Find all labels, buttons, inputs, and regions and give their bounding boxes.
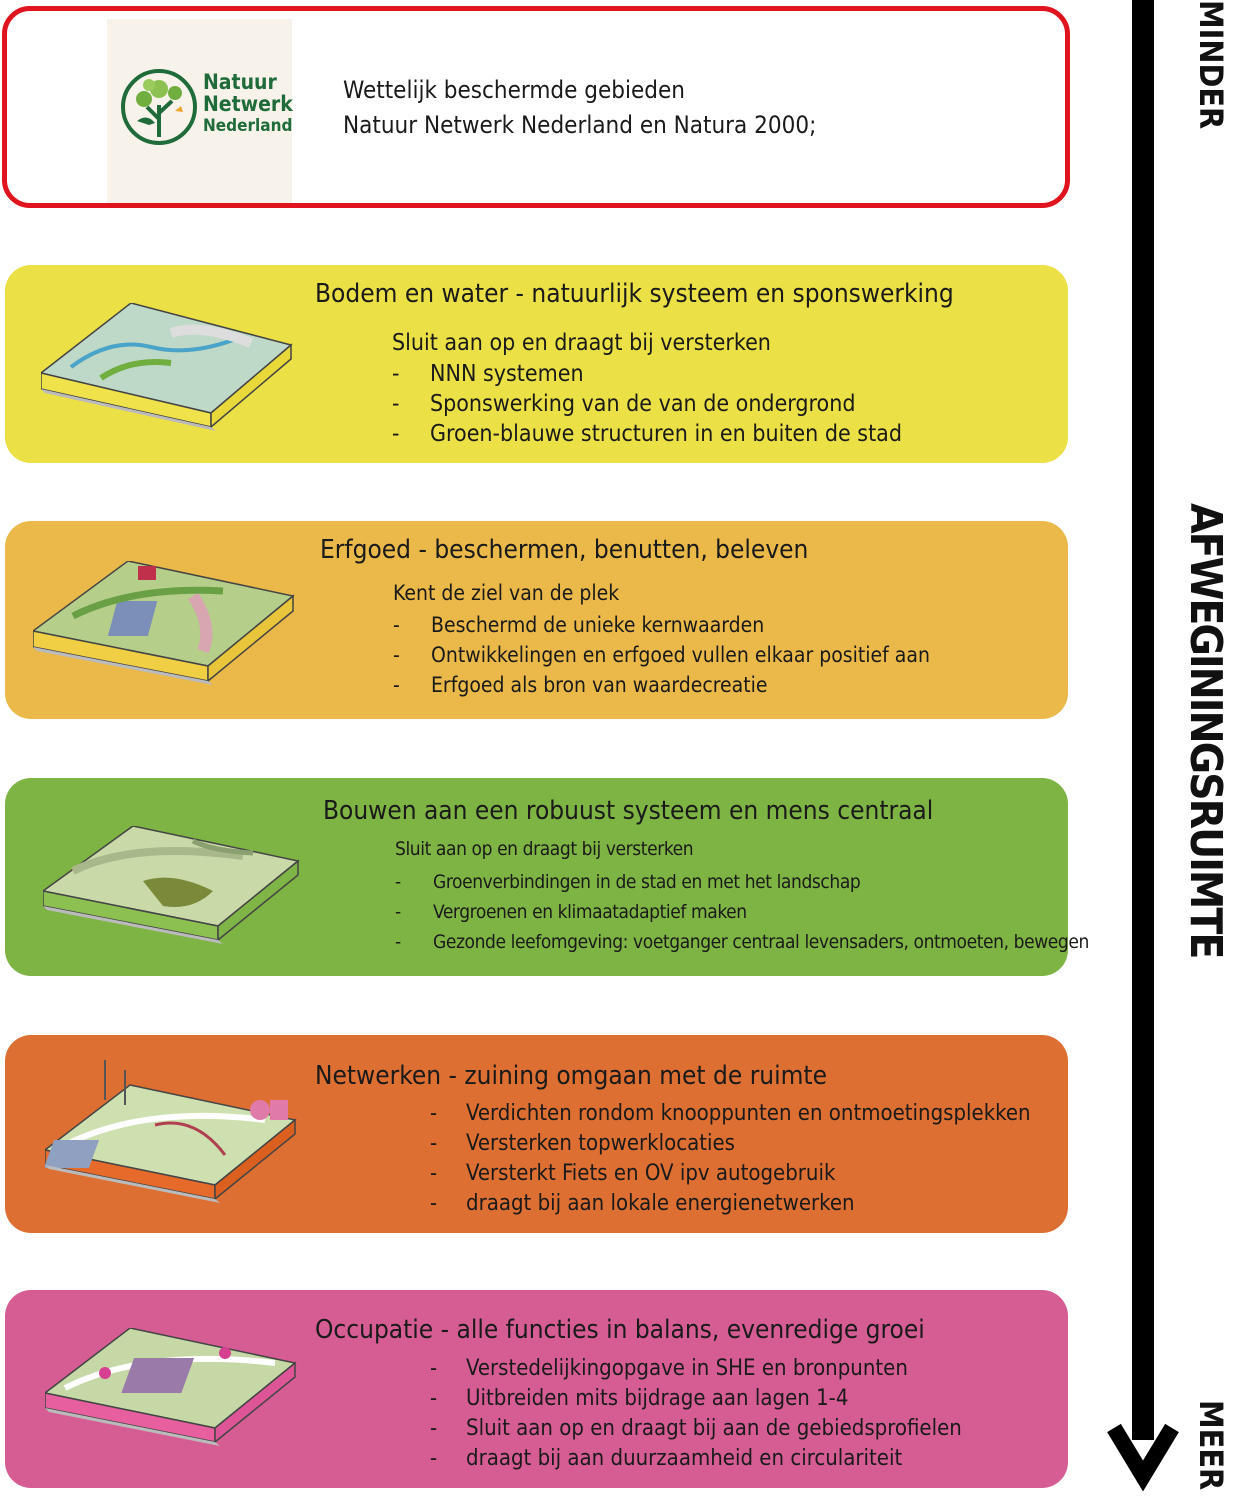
arrow-label-meer: MEER	[1192, 1400, 1230, 1491]
list-item: - Vergroenen en klimaatadaptief maken	[395, 901, 747, 923]
list-item: - draagt bij aan lokale energienetwerken	[430, 1191, 855, 1216]
list-item: - Uitbreiden mits bijdrage aan lagen 1-4	[430, 1386, 849, 1411]
list-item: - Sluit aan op en draagt bij aan de gebiedsprofielen	[430, 1416, 962, 1441]
layer-panel-occupatie	[5, 1290, 1068, 1488]
list-item: - NNN systemen	[392, 361, 584, 387]
list-item: - Sponswerking van de van de ondergrond	[392, 391, 856, 417]
list-item: - Versterken topwerklocaties	[430, 1131, 735, 1156]
list-item: - Versterkt Fiets en OV ipv autogebruik	[430, 1161, 836, 1186]
list-item: - Groen-blauwe structuren in en buiten de stad	[392, 421, 903, 447]
layer-title: Netwerken - zuining omgaan met de ruimte	[315, 1061, 827, 1091]
tree-bird-icon	[119, 67, 199, 149]
layer-panel-bouwen	[5, 778, 1089, 976]
list-item: - Beschermd de unieke kernwaarden	[393, 613, 765, 637]
logo-wordmark: Natuur Netwerk Nederland	[203, 70, 293, 136]
occupation-landscape-block-icon	[45, 1328, 307, 1458]
arrow-label-minder: MINDER	[1192, 0, 1230, 130]
list-item: - Verstedelijkingopgave in SHE en bronpunten	[430, 1356, 908, 1381]
layer-item-list	[430, 1099, 1031, 1219]
layer-item-list	[430, 1354, 962, 1474]
layer-title: Bouwen aan een robuust systeem en mens centraal	[323, 796, 934, 826]
weighing-space-arrow	[1100, 0, 1239, 1498]
layer-intro: Sluit aan op en draagt bij versterken	[395, 838, 694, 860]
layer-title: Bodem en water - natuurlijk systeem en sponswerking	[315, 279, 954, 309]
layer-title: Occupatie - alle functies in balans, evenredige groei	[315, 1315, 925, 1345]
protected-areas-text	[343, 73, 816, 143]
list-item: - Groenverbindingen in de stad en met het landschap	[395, 871, 861, 893]
layer-intro: Sluit aan op en draagt bij versterken	[392, 330, 771, 356]
heritage-landscape-block-icon	[33, 561, 303, 691]
layer-panel-bodem-water	[5, 265, 1068, 463]
layer-item-list	[395, 867, 1089, 957]
layer-item-list	[392, 359, 902, 449]
list-item: - Verdichten rondom knooppunten en ontmoetingsplekken	[430, 1101, 1031, 1126]
list-item: - Gezonde leefomgeving: voetganger centraal levensaders, ontmoeten, bewegen	[395, 931, 1089, 953]
networks-landscape-block-icon	[45, 1055, 307, 1215]
soil-water-landscape-block-icon	[41, 303, 301, 433]
protected-areas-line1: Wettelijk beschermde gebieden	[343, 76, 685, 104]
layer-panel-netwerken	[5, 1035, 1068, 1233]
list-item: - draagt bij aan duurzaamheid en circulariteit	[430, 1446, 903, 1471]
protected-areas-box	[2, 6, 1070, 208]
layer-intro: Kent de ziel van de plek	[393, 581, 620, 605]
list-item: - Ontwikkelingen en erfgoed vullen elkaar positief aan	[393, 643, 930, 667]
list-item: - Erfgoed als bron van waardecreatie	[393, 673, 768, 697]
robust-system-landscape-block-icon	[43, 826, 305, 951]
protected-areas-line2: Natuur Netwerk Nederland en Natura 2000;	[343, 111, 817, 139]
arrow-label-afwegingsruimte: AFWEGININGSRUIMTE	[1180, 503, 1231, 958]
layer-item-list	[393, 610, 930, 700]
natuur-netwerk-logo	[107, 19, 292, 203]
layer-panel-erfgoed	[5, 521, 1068, 719]
layer-title: Erfgoed - beschermen, benutten, beleven	[320, 535, 809, 565]
